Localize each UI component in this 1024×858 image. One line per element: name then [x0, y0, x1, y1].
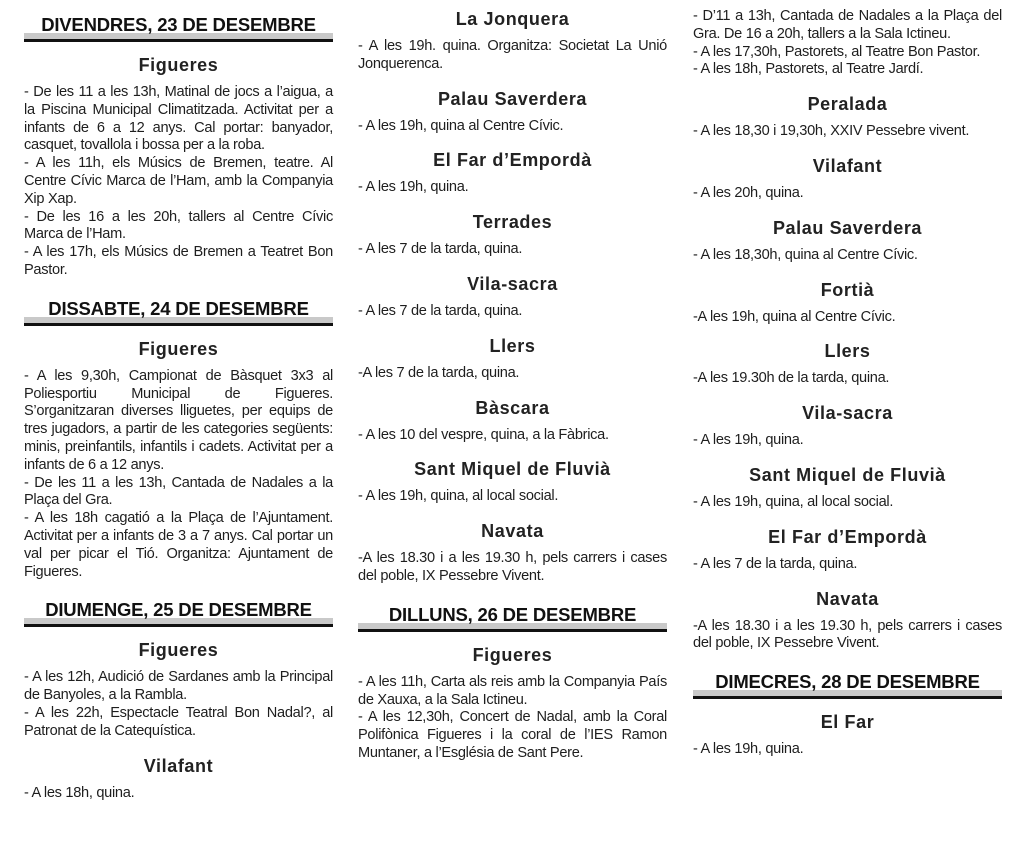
event-item: - A les 7 de la tarda, quina.	[358, 302, 523, 319]
event-item: - A les 12,30h, Concert de Nadal, amb la Coral Polifònica Figueres i la coral de l’IES Ramon Muntaner, a l’Església de Sant Pere.	[358, 709, 667, 761]
day-header	[24, 294, 333, 326]
day-header-label: DISSABTE, 24 DE DESEMBRE	[48, 297, 309, 319]
event-item: - A les 17,30h, Pastorets, al Teatre Bon Pastor.	[693, 43, 981, 60]
event-item: - A les 7 de la tarda, quina.	[358, 241, 523, 258]
day-header	[24, 10, 333, 42]
event-item: - A les 18,30 i 19,30h, XXIV Pessebre vivent.	[693, 123, 970, 140]
event-item: - A les 19h, quina, al local social.	[693, 493, 894, 510]
event-item: -A les 18.30 i a les 19.30 h, pels carrers i cases del poble, IX Pessebre Vivent.	[358, 550, 667, 584]
town-heading: Figueres	[472, 644, 553, 665]
event-list	[358, 427, 667, 445]
column-3	[693, 0, 1002, 773]
town-heading: Figueres	[138, 55, 219, 75]
event-list	[358, 38, 667, 74]
town-heading: El Far d’Empordà	[433, 150, 592, 171]
town-heading: Fortià	[820, 279, 875, 300]
town-heading: Peralada	[807, 94, 888, 115]
town-heading: Navata	[481, 521, 544, 542]
event-list	[693, 556, 1002, 574]
event-item: - A les 11h, els Músics de Bremen, teatre. Al Centre Cívic Marca de l’Ham, amb la Companyia Xip Xap.	[24, 155, 333, 207]
header-rule	[24, 39, 333, 42]
event-item: - De les 11 a les 13h, Matinal de jocs a l’aigua, a la Piscina Municipal Climatitzada. Activitat per a infants de 6 a 12 anys. Cal portar: banyador, casquet, tovallola i bossa per a la roba.	[24, 84, 333, 154]
event-item: - A les 18,30h, quina al Centre Cívic.	[693, 246, 918, 263]
event-item: - A les 17h, els Músics de Bremen a Teatret Bon Pastor.	[24, 244, 333, 278]
town-heading: Llers	[489, 335, 536, 356]
header-rule	[358, 629, 667, 632]
day-header-label: DIUMENGE, 25 DE DESEMBRE	[45, 599, 312, 621]
town-heading: Sant Miquel de Fluvià	[749, 464, 946, 485]
town-heading: Sant Miquel de Fluvià	[414, 459, 611, 480]
event-list	[693, 8, 1002, 79]
town-heading: Vila-sacra	[802, 403, 893, 424]
header-rule	[24, 323, 333, 326]
town-heading: Llers	[824, 341, 871, 362]
event-list	[693, 309, 1002, 327]
event-item: - A les 10 del vespre, quina, a la Fàbrica.	[358, 426, 609, 443]
town-heading: Vila-sacra	[467, 273, 558, 294]
event-list	[693, 741, 1002, 759]
event-list	[358, 118, 667, 136]
day-header-label: DIMECRES, 28 DE DESEMBRE	[715, 671, 980, 693]
event-item: -A les 19h, quina al Centre Cívic.	[693, 308, 896, 325]
event-list	[358, 550, 667, 586]
day-header	[693, 667, 1002, 699]
event-item: -A les 19.30h de la tarda, quina.	[693, 370, 890, 387]
event-item: - A les 11h, Carta als reis amb la Companyia País de Xauxa, a la Sala Ictineu.	[358, 673, 667, 708]
event-item: - A les 7 de la tarda, quina.	[693, 555, 858, 572]
event-item: - A les 19h, quina al Centre Cívic.	[358, 117, 564, 134]
event-list	[693, 494, 1002, 512]
day-header-label: DIVENDRES, 23 DE DESEMBRE	[41, 14, 316, 35]
event-item: - A les 19h, quina.	[693, 741, 804, 758]
town-heading: La Jonquera	[455, 9, 570, 29]
town-heading: Figueres	[138, 338, 219, 359]
event-item: - A les 18h, Pastorets, al Teatre Jardí.	[693, 61, 924, 78]
event-list	[693, 432, 1002, 450]
event-item: - A les 22h, Espectacle Teatral Bon Nadal?, al Patronat de la Catequística.	[24, 704, 333, 739]
event-item: - A les 19h, quina, al local social.	[358, 488, 559, 505]
event-list	[358, 488, 667, 506]
event-list	[693, 247, 1002, 265]
event-item: - D’11 a 13h, Cantada de Nadales a la Plaça del Gra. De 16 a 20h, tallers a la Sala Ictineu.	[693, 8, 1002, 42]
town-heading: Palau Saverdera	[437, 88, 588, 109]
event-item: - A les 12h, Audició de Sardanes amb la Principal de Banyoles, a la Rambla.	[24, 669, 333, 704]
event-list	[24, 785, 333, 803]
event-item: - A les 18h, quina.	[24, 784, 135, 801]
event-list	[358, 365, 667, 383]
event-list	[24, 669, 333, 740]
header-rule	[693, 696, 1002, 699]
day-header-label: DILLUNS, 26 DE DESEMBRE	[388, 603, 637, 625]
event-list	[693, 123, 1002, 141]
event-item: - A les 18h cagatió a la Plaça de l’Ajuntament. Activitat per a infants de 3 a 7 anys. Cal portar un val per picar el Tió. Organitza: Ajuntament de Figueres.	[24, 510, 333, 580]
event-list	[358, 179, 667, 197]
town-heading: Palau Saverdera	[772, 217, 923, 238]
town-heading: Vilafant	[143, 755, 214, 776]
event-list	[358, 303, 667, 321]
column-1	[24, 0, 333, 816]
event-item: - A les 9,30h, Campionat de Bàsquet 3x3 al Poliesportiu Municipal de Figueres. S’organitzaran diverses lliguetes, per equips de tres jugadors, a partir de les categories següents: minis, preinfantils, infantils i cadets. Activitat per a infants de 6 a 12 anys.	[24, 367, 333, 473]
event-list	[24, 368, 333, 582]
event-item: - A les 19h, quina.	[358, 179, 469, 196]
event-list	[693, 370, 1002, 388]
event-list	[24, 84, 333, 280]
event-list	[358, 674, 667, 763]
event-list	[693, 618, 1002, 654]
town-heading: El Far	[820, 712, 875, 733]
town-heading: El Far d’Empordà	[768, 526, 927, 547]
town-heading: Terrades	[472, 212, 553, 233]
town-heading: Vilafant	[812, 155, 883, 176]
event-item: - A les 19h. quina. Organitza: Societat La Unió Jonquerenca.	[358, 38, 667, 72]
column-2	[358, 0, 667, 777]
town-heading: Navata	[816, 588, 879, 609]
event-list	[358, 241, 667, 259]
town-heading: Figueres	[138, 640, 219, 661]
event-item: - A les 20h, quina.	[693, 184, 804, 201]
event-item: -A les 7 de la tarda, quina.	[358, 364, 520, 381]
town-heading: Bàscara	[475, 397, 550, 418]
header-rule	[24, 624, 333, 627]
event-item: - De les 11 a les 13h, Cantada de Nadales a la Plaça del Gra.	[24, 474, 333, 509]
day-header	[24, 595, 333, 627]
event-item: -A les 18.30 i a les 19.30 h, pels carrers i cases del poble, IX Pessebre Vivent.	[693, 617, 1002, 652]
event-list	[693, 185, 1002, 203]
event-item: - A les 19h, quina.	[693, 432, 804, 449]
day-header	[358, 600, 667, 632]
event-item: - De les 16 a les 20h, tallers al Centre Cívic Marca de l’Ham.	[24, 208, 333, 243]
